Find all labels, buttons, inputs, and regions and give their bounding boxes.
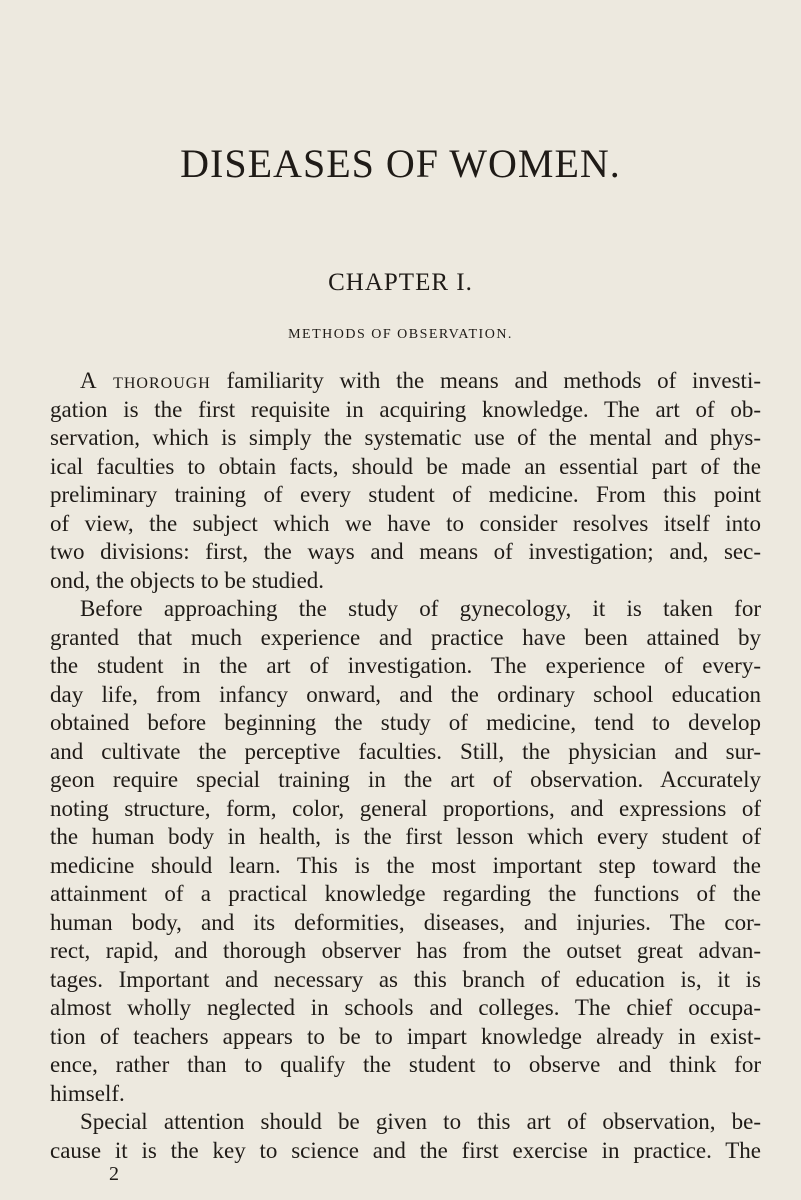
text-line: cause it is the key to science and the first exercise in practice. The — [50, 1137, 761, 1163]
section-heading: METHODS OF OBSERVATION. — [288, 327, 513, 342]
text-line: preliminary training of every student of medicine. From this point — [50, 482, 761, 507]
text-line: tages. Important and necessary as this branch of education is, it is — [50, 966, 761, 992]
text-line: ond, the objects to be studied. — [50, 567, 325, 593]
text-line: attainment of a practical knowledge regarding the functions of the — [50, 881, 761, 906]
text-line: two divisions: first, the ways and means of investigation; and, sec- — [50, 539, 761, 564]
text-line: servation, which is simply the systematic use of the mental and phys- — [50, 425, 761, 450]
text-line: himself. — [50, 1080, 125, 1106]
text-line: day life, from infancy onward, and the ordinary school education — [50, 681, 761, 707]
text-line: granted that much experience and practice have been attained by — [50, 624, 761, 650]
signature-mark: 2 — [109, 1163, 119, 1185]
text-line: of view, the subject which we have to consider resolves itself into — [50, 510, 761, 536]
text-line: gation is the first requisite in acquiring knowledge. The art of ob- — [50, 396, 761, 422]
text-line: and cultivate the perceptive faculties. Still, the physician and sur- — [50, 738, 761, 764]
text-line: Special attention should be given to this art of observation, be- — [80, 1109, 761, 1134]
text-line: geon require special training in the art of observation. Accurately — [50, 767, 761, 792]
chapter-heading: CHAPTER I. — [328, 269, 473, 296]
text-line: the student in the art of investigation. The experience of every- — [50, 653, 761, 678]
text-line: A thorough familiarity with the means and methods of investi- — [80, 368, 761, 393]
text-line: ence, rather than to qualify the student to observe and think for — [50, 1052, 761, 1077]
text-line: tion of teachers appears to be to impart knowledge already in exist- — [50, 1023, 761, 1049]
text-line: ical faculties to obtain facts, should be made an essential part of the — [50, 453, 761, 479]
text-line: obtained before beginning the study of medicine, tend to develop — [50, 710, 761, 735]
text-line: human body, and its deformities, diseases, and injuries. The cor- — [50, 909, 761, 935]
text-line: medicine should learn. This is the most important step toward the — [50, 852, 761, 878]
text-line: rect, rapid, and thorough observer has from the outset great advan- — [50, 938, 761, 963]
text-line: noting structure, form, color, general proportions, and expressions of — [50, 795, 761, 821]
text-line: the human body in health, is the first lesson which every student of — [50, 824, 761, 849]
text-line: almost wholly neglected in schools and colleges. The chief occupa- — [50, 995, 761, 1020]
book-title: DISEASES OF WOMEN. — [180, 141, 621, 186]
text-line: Before approaching the study of gynecology, it is taken for — [80, 596, 761, 621]
